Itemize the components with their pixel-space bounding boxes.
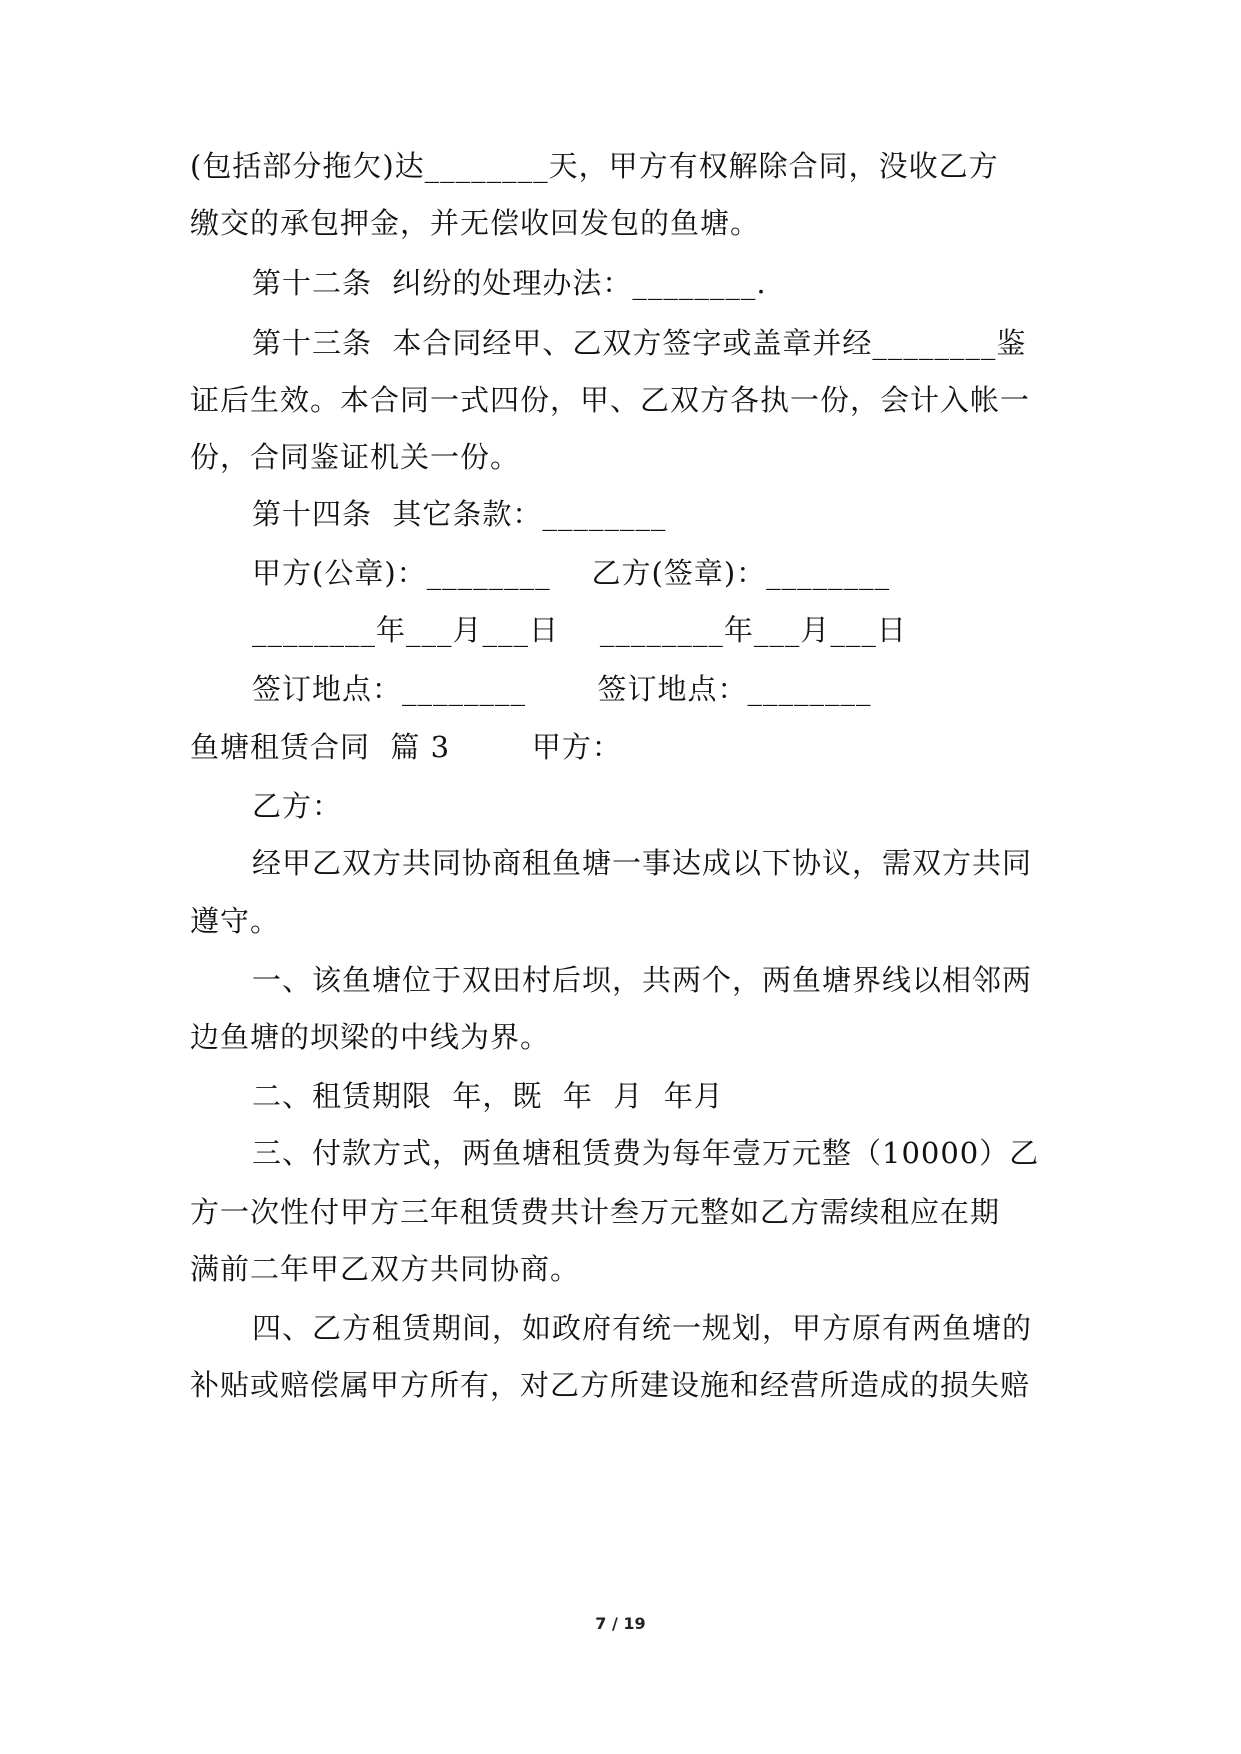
item-4: 四、乙方租赁期间，如政府有统一规划，甲方原有两鱼塘的 (252, 1311, 1033, 1345)
text-line: 遵守。 (190, 904, 281, 938)
signature-line: 甲方(公章)：________ 乙方(签章)：________ (252, 556, 891, 590)
clause-12: 第十二条 纠纷的处理办法：________. (252, 266, 767, 300)
text-line: 满前二年甲乙双方共同协商。 (190, 1252, 581, 1286)
page-number: 7 / 19 (595, 1614, 646, 1633)
text-line: 份，合同鉴证机关一份。 (190, 440, 521, 474)
item-3: 三、付款方式，两鱼塘租赁费为每年壹万元整（10000）乙 (252, 1136, 1040, 1170)
signing-place-line: 签订地点：________ 签订地点：________ (252, 672, 872, 706)
party-b-line: 乙方： (252, 789, 343, 823)
text-line: 补贴或赔偿属甲方所有，对乙方所建设施和经营所造成的损失赔 (190, 1368, 1031, 1402)
text-line: 缴交的承包押金，并无偿收回发包的鱼塘。 (190, 206, 761, 240)
text-line: (包括部分拖欠)达________天，甲方有权解除合同，没收乙方 (190, 149, 999, 183)
text-line: 证后生效。本合同一式四份，甲、乙双方各执一份，会计入帐一 (190, 383, 1031, 417)
date-line: ________年___月___日 ________年___月___日 (252, 613, 907, 647)
item-1: 一、该鱼塘位于双田村后坝，共两个，两鱼塘界线以相邻两 (252, 963, 1033, 997)
paragraph-line: 经甲乙双方共同协商租鱼塘一事达成以下协议，需双方共同 (252, 846, 1033, 880)
section-heading: 鱼塘租赁合同 篇 3 甲方： (190, 730, 622, 764)
item-2: 二、租赁期限 年，既 年 月 年月 (252, 1079, 724, 1113)
text-line: 边鱼塘的坝梁的中线为界。 (190, 1020, 551, 1054)
clause-13: 第十三条 本合同经甲、乙双方签字或盖章并经________鉴 (252, 326, 1027, 360)
clause-14: 第十四条 其它条款：________ (252, 497, 667, 531)
text-line: 方一次性付甲方三年租赁费共计叁万元整如乙方需续租应在期 (190, 1195, 1001, 1229)
